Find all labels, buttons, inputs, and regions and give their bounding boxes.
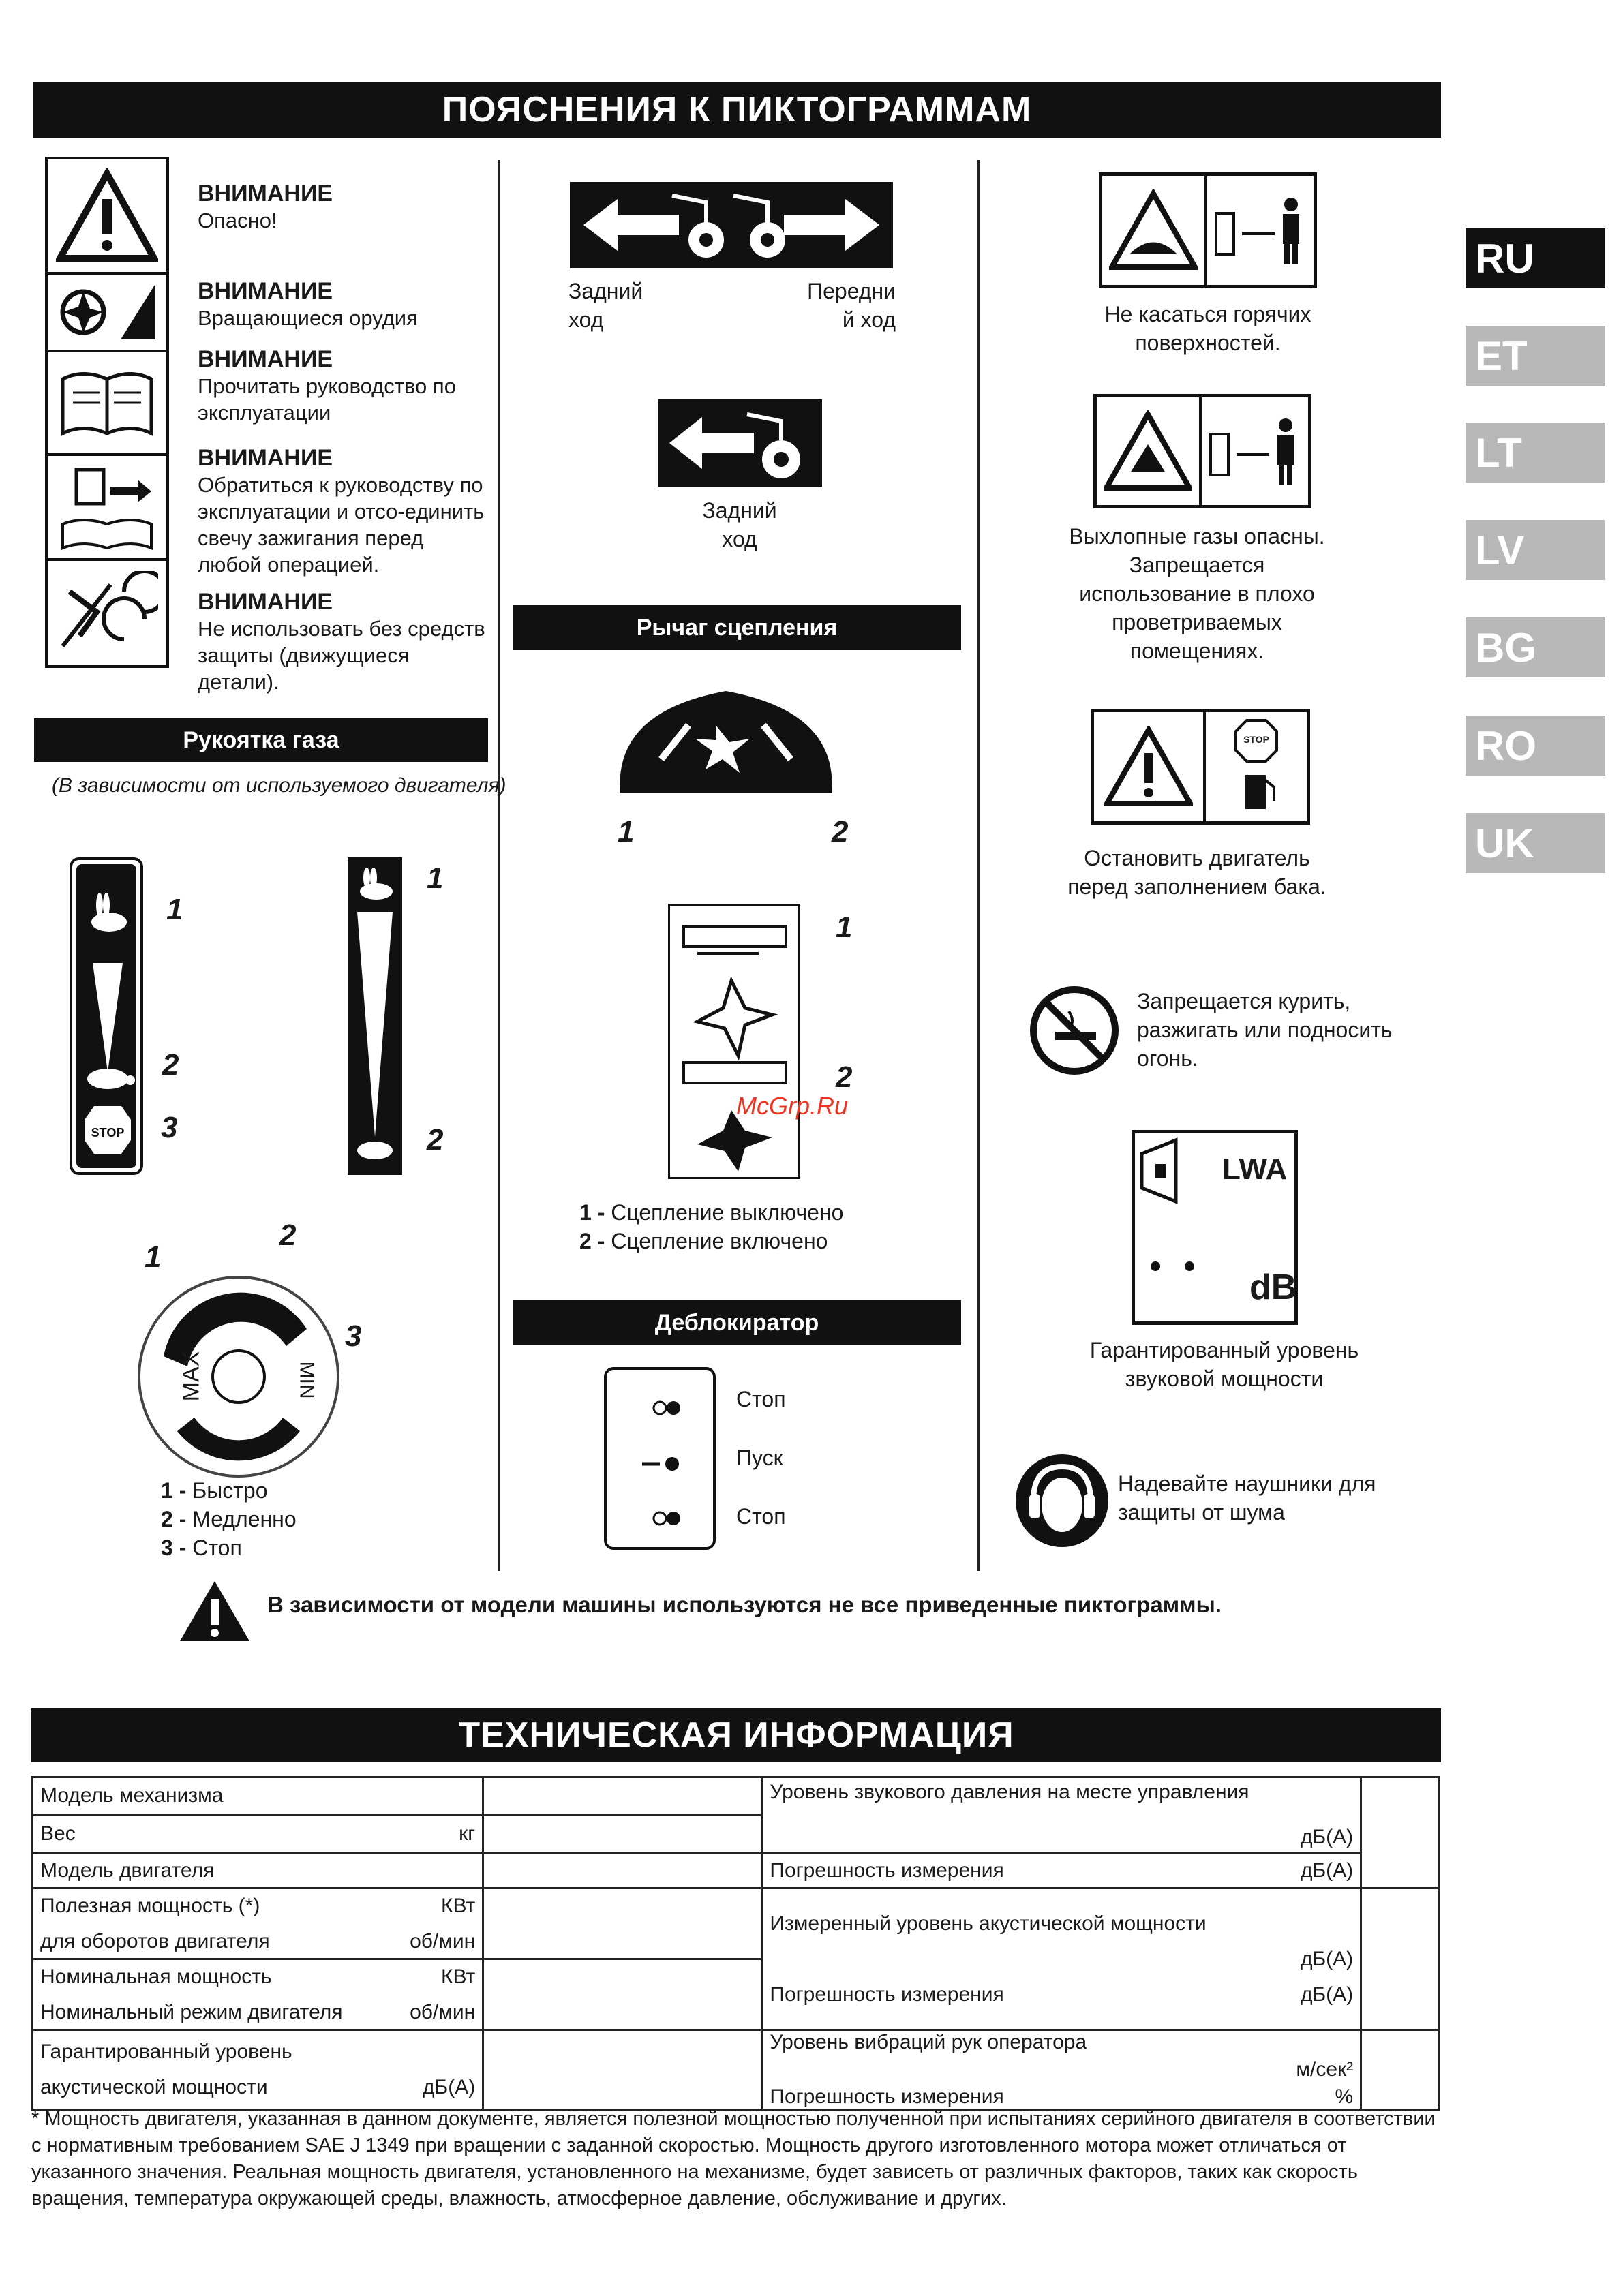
number-label: 3 <box>345 1319 362 1353</box>
warning-item <box>198 181 491 234</box>
reverse-pictogram <box>658 399 822 487</box>
deblock-title: Деблокиратор <box>513 1300 961 1345</box>
tech-footnote: * Мощность двигателя, указанная в данном документе, является полезной мощностью полученной при испытаниях серийного двигателя в соответствии с нормативным требованием SAE J 1349 при вращении с заданной скоростью. Мощность другого изготовленного мотора может отличаться от указанного значения. Реальная мощность двигателя, установленного на механизме, будет зависеть от различных факторов, таких как скорость вращения, температура окружающей среды, влажность, атмосферное давление, обслуживание и других. <box>31 2108 1436 2209</box>
number-label: 2 <box>427 1123 444 1157</box>
lang-tab-et[interactable]: ET <box>1466 326 1605 386</box>
rabbit-icon <box>91 893 127 932</box>
number-label: 2 <box>836 1060 853 1094</box>
exhaust-fumes-icon <box>1097 397 1202 505</box>
tech-cell: Модель двигателя <box>33 1853 483 1888</box>
throttle-lever-a <box>70 857 143 1175</box>
tech-value[interactable] <box>483 1888 762 1959</box>
lang-tab-uk[interactable]: UK <box>1466 813 1605 873</box>
stop-label: STOP <box>91 1126 125 1139</box>
number-label: 2 <box>279 1219 297 1252</box>
no-smoking-text: Запрещается курить, разжигать или подносить огонь. <box>1137 989 1393 1071</box>
lwa-label: LWA <box>1222 1152 1288 1186</box>
tech-value[interactable] <box>483 1815 762 1853</box>
tech-value[interactable] <box>483 1959 762 2030</box>
number-label: 1 <box>618 815 635 848</box>
warning-title: ВНИМАНИЕ <box>198 181 333 206</box>
fuel-stop-icon <box>1206 712 1307 821</box>
deblock-label: Стоп <box>736 1504 786 1529</box>
warning-title: ВНИМАНИЕ <box>198 445 333 471</box>
forward-label: Передни й ход <box>807 279 896 332</box>
number-label: 2 <box>832 815 849 848</box>
rabbit-icon <box>360 868 393 900</box>
stop-fuel-text: Остановить двигатель перед заполнением бака. <box>1067 846 1326 899</box>
warning-icons-strip <box>45 157 169 668</box>
warning-item <box>198 278 491 331</box>
warning-item <box>198 346 491 426</box>
turtle-icon <box>357 1142 393 1159</box>
number-label: 3 <box>161 1111 178 1144</box>
tech-value[interactable] <box>1361 2030 1439 2110</box>
warning-title: ВНИМАНИЕ <box>198 589 333 615</box>
tech-value[interactable] <box>1361 1888 1439 2030</box>
tech-cell: Модель механизма <box>33 1777 483 1816</box>
tech-value[interactable] <box>483 1853 762 1888</box>
warning-title: ВНИМАНИЕ <box>198 278 333 304</box>
throttle-title: Рукоятка газа <box>34 718 488 762</box>
exhaust-text: Выхлопные газы опасны. Запрещается использование в плохо проветриваемых помещениях. <box>1069 524 1325 663</box>
min-label: MIN <box>295 1361 318 1399</box>
warning-text: Обратиться к руководству по эксплуатации и отсо-единить свечу зажигания перед любой операцией. <box>198 473 485 577</box>
lang-tab-lt[interactable]: LT <box>1466 423 1605 483</box>
distance-person-icon <box>1207 176 1314 285</box>
exhaust-pictogram <box>1093 394 1311 508</box>
deblock-switch <box>604 1367 716 1550</box>
max-label: MAX <box>178 1351 204 1402</box>
warning-text: Вращающиеся орудия <box>198 306 418 330</box>
rotating-blades-icon <box>48 275 166 352</box>
manual-book-icon <box>48 352 166 456</box>
danger-icon <box>1094 712 1206 821</box>
lang-tab-bg[interactable]: BG <box>1466 617 1605 677</box>
danger-icon <box>48 159 166 275</box>
pictograms-title: ПОЯСНЕНИЯ К ПИКТОГРАММАМ <box>33 82 1441 138</box>
tech-title: ТЕХНИЧЕСКАЯ ИНФОРМАЦИЯ <box>31 1708 1441 1762</box>
ear-protection-text: Надевайте наушники для защиты от шума <box>1118 1471 1376 1525</box>
pictograms-note: В зависимости от модели машины используются не все приведенные пиктограммы. <box>267 1592 1222 1617</box>
warning-text: Прочитать руководство по эксплуатации <box>198 374 456 425</box>
no-smoking-icon <box>1028 984 1121 1077</box>
sound-power-text: Гарантированный уровень звуковой мощности <box>1089 1338 1359 1391</box>
deblock-label: Пуск <box>736 1445 783 1470</box>
arrow-right-icon <box>784 199 879 251</box>
warning-item <box>198 589 491 695</box>
tech-cell: Уровень вибраций рук оператора м/сек² Погрешность измерения % <box>762 2030 1361 2110</box>
spark-plug-manual-icon <box>48 456 166 561</box>
tech-value[interactable] <box>483 2030 762 2110</box>
tech-cell: Номинальная мощность КВт Номинальный режим двигателя об/мин <box>33 1959 483 2030</box>
clutch-title: Рычаг сцепления <box>513 605 961 650</box>
lang-tab-lv[interactable]: LV <box>1466 520 1605 580</box>
throttle-lever-b <box>348 857 402 1175</box>
warning-text: Опасно! <box>198 209 277 232</box>
arrow-left-icon <box>669 417 754 469</box>
turtle-icon <box>87 1069 135 1089</box>
clutch-lever-pictogram <box>668 904 800 1179</box>
reverse-label: Задний ход <box>568 279 643 332</box>
no-hands-moving-parts-icon <box>48 561 166 670</box>
number-label: 2 <box>162 1048 179 1082</box>
distance-person-icon <box>1202 397 1308 505</box>
stop-fuel-pictogram <box>1091 709 1310 825</box>
hot-surface-icon <box>1102 176 1207 285</box>
tech-table <box>31 1776 1440 2111</box>
hot-surface-text: Не касаться горячих поверхностей. <box>1104 302 1311 355</box>
lang-tab-ro[interactable]: RO <box>1466 716 1605 776</box>
tech-cell: Погрешность измерения дБ(А) <box>762 1853 1361 1888</box>
tech-cell: Полезная мощность (*) КВт для оборотов двигателя об/мин <box>33 1888 483 1959</box>
number-label: 1 <box>836 910 853 944</box>
tech-cell: Гарантированный уровень акустической мощности дБ(А) <box>33 2030 483 2110</box>
hot-surface-pictogram <box>1099 172 1317 288</box>
tech-cell: Уровень звукового давления на месте управления дБ(А) <box>762 1777 1361 1853</box>
stop-label: STOP <box>1243 734 1269 745</box>
watermark: McGrp.Ru <box>736 1092 849 1120</box>
column-divider <box>977 160 980 1571</box>
reverse-label-2: Задний ход <box>702 498 777 551</box>
tech-cell: Измеренный уровень акустической мощности дБ(А) Погрешность измерения дБ(А) <box>762 1888 1361 2030</box>
tech-value[interactable] <box>483 1777 762 1816</box>
throttle-dial <box>136 1274 341 1479</box>
tech-cell: Вес кг <box>33 1815 483 1853</box>
ear-protection-icon <box>1014 1453 1110 1548</box>
clutch-legend: 1 - Сцепление выключено 2 - Сцепление включено <box>579 1200 844 1253</box>
db-label: dB <box>1249 1268 1297 1307</box>
arrow-left-icon <box>583 199 679 251</box>
warning-title: ВНИМАНИЕ <box>198 346 333 372</box>
number-label: 1 <box>166 893 183 926</box>
warning-item <box>198 445 491 578</box>
sound-power-pictogram <box>1132 1130 1298 1325</box>
number-label: 1 <box>145 1240 162 1274</box>
throttle-subtitle: (В зависимости от используемого двигателя) <box>52 774 506 797</box>
tech-value[interactable] <box>1361 1777 1439 1888</box>
warning-text: Не использовать без средств защиты (движущиеся детали). <box>198 617 485 694</box>
throttle-legend: 1 - Быстро 2 - Медленно 3 - Стоп <box>161 1478 297 1560</box>
warning-triangle-icon <box>177 1578 252 1644</box>
clutch-dial-pictogram <box>613 684 838 800</box>
column-divider <box>498 160 500 1571</box>
direction-pictogram <box>570 182 893 268</box>
deblock-label: Стоп <box>736 1387 786 1411</box>
lang-tab-ru[interactable]: RU <box>1466 228 1605 288</box>
number-label: 1 <box>427 861 444 895</box>
